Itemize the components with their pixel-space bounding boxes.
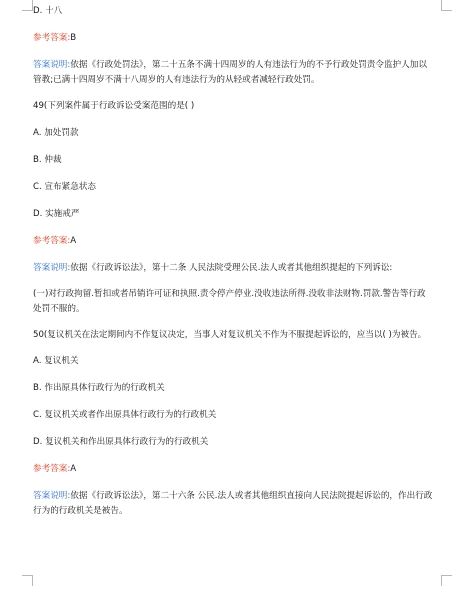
prev-option-d: D. 十八 (33, 6, 63, 16)
document-body (33, 4, 433, 519)
page-corner-mark-bottom-right (441, 575, 452, 586)
explanation-text: 依据《行政处罚法》，第二十五条不满十四周岁的人有违法行为的不予行政处罚责令监护人加以管教;已满十四周岁不满十八周岁的人有违法行为的从轻或者减轻行政处罚。 (33, 60, 427, 85)
answer-value: B (70, 33, 77, 43)
q50-explanation (33, 489, 433, 519)
answer-label: 参考答案: (33, 464, 71, 474)
explanation-text: 依据《行政诉讼法》，第二十六条 公民.法人或者其他组织直接向人民法院提起诉讼的，作出行政行为的行政机关是被告。 (33, 491, 433, 516)
q49-option-b: B. 仲裁 (33, 155, 62, 165)
prev-explanation (33, 58, 433, 88)
q50-option-a: A. 复议机关 (33, 356, 79, 366)
prev-answer (33, 31, 433, 46)
q50-option-b: B. 作出原具体行政行为的行政机关 (33, 383, 165, 393)
q49-option-a: A. 加处罚款 (33, 128, 79, 138)
answer-label: 参考答案: (33, 33, 71, 43)
q49-explanation (33, 261, 433, 276)
answer-value: A (70, 464, 77, 474)
answer-value: A (70, 236, 77, 246)
explanation-text: 依据《行政诉讼法》，第十二条 人民法院受理公民.法人或者其他组织提起的下列诉讼: (70, 263, 393, 273)
page-corner-mark-bottom-left (22, 575, 33, 586)
q49-answer (33, 234, 433, 249)
q49-option-c: C. 宣布紧急状态 (33, 182, 97, 192)
explanation-label: 答案说明: (33, 491, 71, 501)
q49-option-d: D. 实施戒严 (33, 209, 80, 219)
q50-option-d: D. 复议机关和作出原具体行政行为的行政机关 (33, 437, 209, 447)
explanation-label: 答案说明: (33, 60, 71, 70)
q50-option-c: C. 复议机关或者作出原具体行政行为的行政机关 (33, 410, 217, 420)
page-corner-mark-top-left (22, 0, 33, 11)
q49-explanation-extra: (一)对行政拘留.暂扣或者吊销许可证和执照.责令停产停业.没收违法所得.没收非法财物.罚款.警告等行政处罚不服的。 (33, 289, 426, 314)
question-50: 50(复议机关在法定期间内不作复议决定，当事人对复议机关不作为不服提起诉讼的，应当以( )为被告。 (33, 330, 427, 340)
page-corner-mark-top-right (441, 0, 452, 11)
q50-answer (33, 462, 433, 477)
question-49: 49(下列案件属于行政诉讼受案范围的是( ) (33, 101, 195, 111)
answer-label: 参考答案: (33, 236, 71, 246)
explanation-label: 答案说明: (33, 263, 71, 273)
